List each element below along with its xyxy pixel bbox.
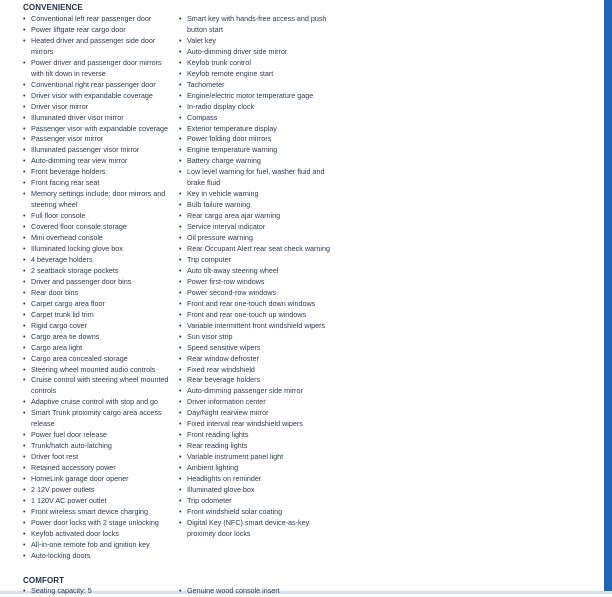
feature-item: • Front and rear one-touch down windows [179, 299, 339, 310]
feature-item: • Front windshield solar coating [179, 507, 339, 518]
section-title-comfort: COMFORT [23, 576, 65, 585]
feature-item: • Keyfob trunk control [179, 58, 339, 69]
feature-item: • Power driver and passenger door mirrors with tilt down in reverse [23, 58, 175, 80]
feature-item: • Power folding door mirrors [179, 134, 339, 145]
feature-item: • All-in-one remote fob and ignition key [23, 540, 175, 551]
feature-item: • Power liftgate rear cargo door [23, 25, 175, 36]
feature-item: • Fixed rear windshield [179, 365, 339, 376]
feature-item: • Adaptive cruise control with stop and go [23, 397, 175, 408]
feature-item: • Rear door bins [23, 288, 175, 299]
feature-item: • Heated driver and passenger side door mirrors [23, 36, 175, 58]
feature-item: • Cargo area light [23, 343, 175, 354]
feature-item: • Smart Trunk proximity cargo area access release [23, 408, 175, 430]
feature-item: • Front wireless smart device charging [23, 507, 175, 518]
feature-item: • Covered floor console storage [23, 222, 175, 233]
comfort-list-right [179, 586, 339, 597]
feature-item: • Front facing rear seat [23, 178, 175, 189]
feature-item: • Day/Night rearview mirror [179, 408, 339, 419]
feature-item: • Variable instrument panel light [179, 452, 339, 463]
feature-item: • Auto tilt-away steering wheel [179, 266, 339, 277]
feature-item: • Compass [179, 113, 339, 124]
feature-item: • Cruise control with steering wheel mounted controls [23, 375, 175, 397]
feature-item: • Rigid cargo cover [23, 321, 175, 332]
feature-item: • Battery charge warning [179, 156, 339, 167]
feature-item: • Retained accessory power [23, 463, 175, 474]
feature-item: • Smart key with hands-free access and push button start [179, 14, 339, 36]
feature-item: • Valet key [179, 36, 339, 47]
feature-item: • Ambient lighting [179, 463, 339, 474]
feature-item: • Auto-dimming rear view mirror [23, 156, 175, 167]
feature-item: • 4 beverage holders [23, 255, 175, 266]
feature-item: • Service interval indicator [179, 222, 339, 233]
feature-item: • Genuine wood console insert [179, 586, 339, 597]
feature-item: • Steering wheel mounted audio controls [23, 365, 175, 376]
feature-item: • Rear window defroster [179, 354, 339, 365]
section-title-convenience: CONVENIENCE [23, 3, 83, 12]
feature-item: • Variable intermittent front windshield wipers [179, 321, 339, 332]
feature-item: • Full floor console [23, 211, 175, 222]
feature-item: • Power door locks with 2 stage unlocking [23, 518, 175, 529]
feature-item: • Conventional right rear passenger door [23, 80, 175, 91]
feature-item: • Seating capacity: 5 [23, 586, 183, 597]
feature-item: • Auto-dimming passenger side mirror [179, 386, 339, 397]
feature-item: • Illuminated locking glove box [23, 244, 175, 255]
feature-item: • Low level warning for fuel, washer fluid and brake fluid [179, 167, 339, 189]
feature-item: • Rear reading lights [179, 441, 339, 452]
feature-item: • Front beverage holders [23, 167, 175, 178]
feature-item: • Driver foot rest [23, 452, 175, 463]
feature-item: • Sun visor strip [179, 332, 339, 343]
feature-item: • Engine temperature warning [179, 145, 339, 156]
feature-item: • Trip odometer [179, 496, 339, 507]
feature-item: • In-radio display clock [179, 102, 339, 113]
feature-item: • Cargo area tie downs [23, 332, 175, 343]
feature-item: • Illuminated passenger visor mirror [23, 145, 175, 156]
feature-item: • Oil pressure warning [179, 233, 339, 244]
feature-item: • Rear cargo area ajar warning [179, 211, 339, 222]
feature-item: • Front and rear one-touch up windows [179, 310, 339, 321]
feature-item: • Driver information center [179, 397, 339, 408]
feature-item: • Auto-locking doors [23, 551, 175, 562]
feature-item: • Headlights on reminder [179, 474, 339, 485]
feature-item: • Conventional left rear passenger door [23, 14, 175, 25]
feature-item: • Passenger visor mirror [23, 134, 175, 145]
feature-item: • Power first-row windows [179, 277, 339, 288]
convenience-list-right [179, 14, 339, 540]
feature-item: • Mini overhead console [23, 233, 175, 244]
feature-item: • Rear Occupant Alert rear seat check warning [179, 244, 339, 255]
feature-item: • Keyfob activated door locks [23, 529, 175, 540]
right-accent-bar [604, 0, 612, 594]
feature-item: • Cargo area concealed storage [23, 354, 175, 365]
feature-item: • 1 120V AC power outlet [23, 496, 175, 507]
feature-item: • Illuminated driver visor mirror [23, 113, 175, 124]
feature-item: • Tachometer [179, 80, 339, 91]
feature-item: • Power fuel door release [23, 430, 175, 441]
feature-item: • 2 seatback storage pockets [23, 266, 175, 277]
feature-item: • Driver visor mirror [23, 102, 175, 113]
feature-item: • Trunk/hatch auto-latching [23, 441, 175, 452]
feature-item: • Exterior temperature display [179, 124, 339, 135]
feature-item: • Fixed interval rear windshield wipers [179, 419, 339, 430]
feature-item: • Carpet cargo area floor [23, 299, 175, 310]
feature-item: • Trip computer [179, 255, 339, 266]
feature-item: • Front reading lights [179, 430, 339, 441]
feature-item: • Carpet trunk lid trim [23, 310, 175, 321]
feature-item: • Memory settings include: door mirrors and steering wheel [23, 189, 175, 211]
feature-item: • Driver and passenger door bins [23, 277, 175, 288]
convenience-list-left [23, 14, 175, 562]
feature-item: • Illuminated glove box [179, 485, 339, 496]
feature-item: • Digital Key (NFC) smart device-as-key proximity door locks [179, 518, 339, 540]
feature-item: • Rear beverage holders [179, 375, 339, 386]
feature-item: • Key in vehicle warning [179, 189, 339, 200]
feature-item: • Driver visor with expandable coverage [23, 91, 175, 102]
feature-item: • Power second-row windows [179, 288, 339, 299]
feature-item: • Keyfob remote engine start [179, 69, 339, 80]
feature-item: • Bulb failure warning [179, 200, 339, 211]
feature-item: • Passenger visor with expandable coverage [23, 124, 175, 135]
feature-item: • Speed sensitive wipers [179, 343, 339, 354]
feature-item: • Auto-dimming driver side mirror [179, 47, 339, 58]
comfort-list-left [23, 586, 183, 597]
feature-item: • 2 12V power outlets [23, 485, 175, 496]
feature-item: • HomeLink garage door opener [23, 474, 175, 485]
feature-item: • Engine/electric motor temperature gage [179, 91, 339, 102]
